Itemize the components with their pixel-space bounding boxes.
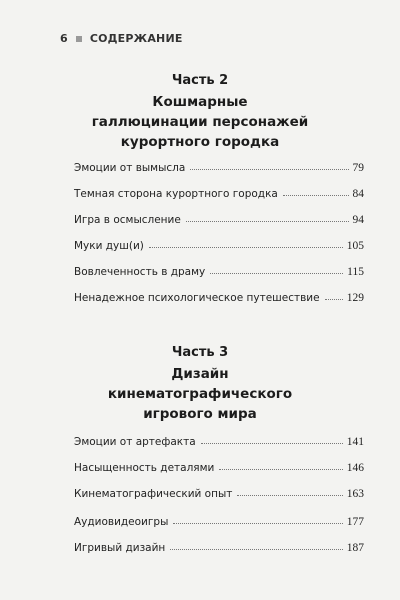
part-3-title-line: игрового мира bbox=[143, 406, 257, 422]
dot-leader bbox=[237, 495, 342, 496]
dot-leader bbox=[210, 273, 343, 274]
dot-leader bbox=[186, 221, 349, 222]
toc-entry[interactable] bbox=[74, 484, 364, 500]
dot-leader bbox=[190, 169, 348, 170]
part-3-label: Часть 3 bbox=[171, 345, 229, 360]
toc-entry-page: 115 bbox=[347, 266, 364, 278]
toc-entry[interactable] bbox=[74, 210, 364, 226]
toc-entry-title: Муки душ(и) bbox=[74, 240, 144, 252]
part-2-label: Часть 2 bbox=[171, 73, 229, 88]
toc-entry-page: 84 bbox=[352, 188, 364, 200]
toc-entry-title: Кинематографический опыт bbox=[74, 488, 233, 500]
part-2-title-line: галлюцинации персонажей bbox=[91, 114, 309, 130]
toc-entry-page: 177 bbox=[346, 516, 364, 528]
toc-entry-page: 129 bbox=[346, 292, 364, 304]
part-3-title-line: кинематографического bbox=[107, 386, 293, 402]
part-3-title-line: Дизайн bbox=[171, 366, 229, 382]
toc-entry-title: Эмоции от артефакта bbox=[74, 436, 196, 448]
toc-entry-page: 141 bbox=[346, 436, 364, 448]
toc-entry-title: Эмоции от вымысла bbox=[74, 162, 186, 174]
toc-entry-page: 146 bbox=[346, 462, 364, 474]
toc-entry[interactable] bbox=[74, 288, 364, 304]
toc-entry-title: Ненадежное психологическое путешествие bbox=[74, 292, 320, 304]
toc-entry-title: Аудиовидеоигры bbox=[74, 516, 169, 528]
page-number: 6 bbox=[60, 32, 68, 45]
toc-entry[interactable] bbox=[74, 184, 364, 200]
toc-entry[interactable] bbox=[74, 538, 364, 554]
dot-leader bbox=[173, 523, 342, 524]
dot-leader bbox=[283, 195, 349, 196]
dot-leader bbox=[201, 443, 343, 444]
dot-leader bbox=[325, 299, 343, 300]
toc-entry[interactable] bbox=[74, 158, 364, 174]
part-2-title bbox=[0, 92, 400, 152]
toc-entry[interactable] bbox=[74, 236, 364, 252]
toc-entry-title: Вовлеченность в драму bbox=[74, 266, 206, 278]
toc-entry[interactable] bbox=[74, 432, 364, 448]
part-3-title bbox=[0, 364, 400, 424]
running-head-title: СОДЕРЖАНИЕ bbox=[89, 32, 183, 45]
dot-leader bbox=[219, 469, 342, 470]
toc-entry-page: 163 bbox=[346, 488, 364, 500]
square-bullet-icon bbox=[76, 36, 82, 42]
toc-entry[interactable] bbox=[74, 262, 364, 278]
toc-entry-title: Насыщенность деталями bbox=[74, 462, 215, 474]
toc-entry-page: 79 bbox=[352, 162, 364, 174]
toc-entry-page: 105 bbox=[346, 240, 364, 252]
dot-leader bbox=[149, 247, 343, 248]
part-2-title-line: курортного городка bbox=[120, 134, 280, 150]
dot-leader bbox=[170, 549, 342, 550]
toc-entry-title: Игра в осмысление bbox=[74, 214, 181, 226]
toc-entry-page: 94 bbox=[352, 214, 364, 226]
toc-entry[interactable] bbox=[74, 512, 364, 528]
toc-entry[interactable] bbox=[74, 458, 364, 474]
toc-entry-page: 187 bbox=[346, 542, 364, 554]
toc-entry-title: Игривый дизайн bbox=[74, 542, 166, 554]
running-head bbox=[60, 32, 183, 45]
toc-entry-title: Темная сторона курортного городка bbox=[74, 188, 278, 200]
part-2-title-line: Кошмарные bbox=[152, 94, 248, 110]
